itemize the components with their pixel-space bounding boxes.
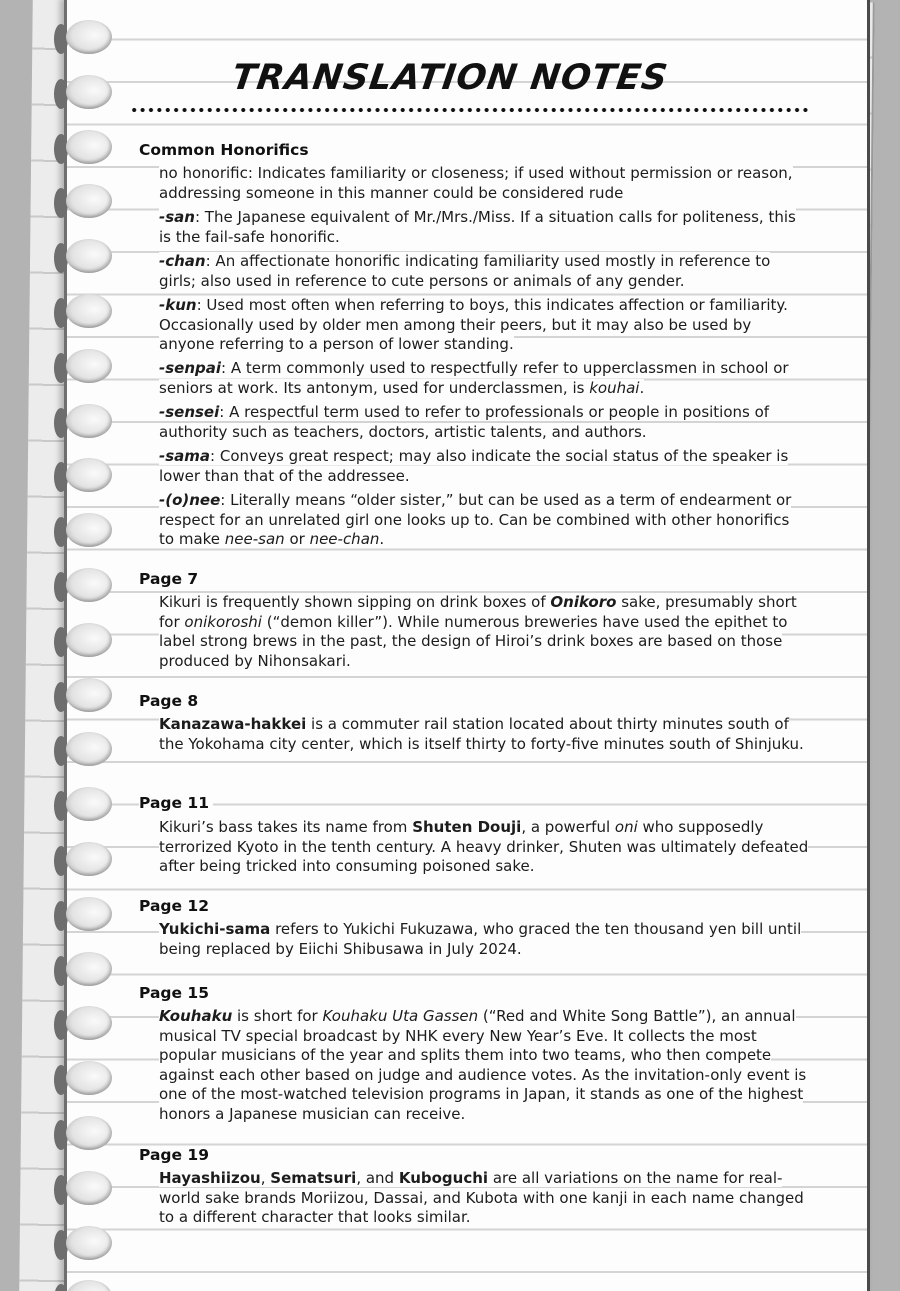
page-note-text [159,1169,809,1228]
note-emphasis: onikoroshi [184,612,262,631]
note-text: is a commuter rail station located about thirty minutes south of the Yokohama city center, which is itself thirty to forty-five minutes south of Shinjuku. [159,715,804,753]
note-emphasis: Onikoro [550,593,617,611]
honorific-italic: nee-san [224,530,285,549]
page-note-text [159,920,809,959]
note-emphasis: oni [614,818,638,836]
note-emphasis: Yukichi-sama [159,920,271,938]
note-text: , a powerful [521,818,615,836]
note-text: sake, presumably short for [159,593,797,631]
honorific-term: -chan [159,252,206,270]
honorific-term: -(o)nee [159,491,221,509]
page-title: TRANSLATION NOTES [229,58,671,98]
honorific-term: -san [159,208,195,226]
note-text: , [260,1169,271,1187]
honorific-text: : The Japanese equivalent of Mr./Mrs./Miss. If a situation calls for politeness, this is the fail-safe honorific. [159,208,796,246]
honorific-item [159,252,809,291]
note-text: Kikuri’s bass takes its name from [159,818,413,836]
note-text: who supposedly terrorized Kyoto in the tenth century. A heavy drinker, Shuten was ultimately defeated after being tricked into consuming poisoned sake. [159,818,809,876]
note-text: is short for [232,1007,323,1025]
honorific-term: -kun [159,296,197,314]
dotted-divider [130,106,810,114]
note-emphasis: Sematsuri [270,1169,357,1187]
note-text: (“Red and White Song Battle”), an annual musical TV special broadcast by NHK every New Year’s Eve. It collects the most popular musicians of the year and splits them into two teams, who then compete against each other based on judge and audience votes. As the invitation-only event is one of the most-watched television programs in Japan, it stands as one of the highest honors a Japanese musician can receive. [159,1007,807,1123]
page-note-heading: Page 15 [139,984,213,1002]
honorific-item [159,403,809,442]
page-note-text [159,593,809,671]
page-note-text [159,715,809,754]
note-text: are all variations on the name for real-world sake brands Moriizou, Dassai, and Kubota with one kanji in each name changed to a different character that looks similar. [159,1169,804,1227]
page-note-text [159,818,809,877]
honorific-term: -sensei [159,403,220,421]
note-emphasis: Kouhaku Uta Gassen [322,1007,479,1025]
note-text: , and [356,1169,399,1187]
page-note-heading: Page 12 [139,897,213,915]
honorifics-heading: Common Honorifics [139,141,313,159]
honorific-text: : A respectful term used to refer to professionals or people in positions of authority such as teachers, doctors, artistic talents, and authors. [159,403,770,441]
note-emphasis: Kanazawa-hakkei [159,715,307,733]
honorific-italic: nee-chan [309,530,380,549]
note-emphasis: Hayashiizou [159,1169,261,1187]
page-note-heading: Page 8 [139,692,202,710]
honorific-item [159,208,809,247]
honorific-text: no honorific: Indicates familiarity or closeness; if used without permission or reason, addressing someone in this manner could be considered rude [159,164,793,202]
honorific-text: : A term commonly used to respectfully refer to upperclassmen in school or seniors at work. Its antonym, used for underclassmen, is [159,359,789,397]
honorific-text: : Literally means “older sister,” but can be used as a term of endearment or respect for an unrelated girl one looks up to. Can be combined with other honorifics to make [159,491,792,549]
page-note-heading: Page 11 [139,794,213,812]
page-note-heading: Page 19 [139,1146,213,1164]
honorific-text: : An affectionate honorific indicating familiarity used mostly in reference to girls; also used in reference to cute persons or animals of any gender. [159,252,771,290]
honorific-term: -senpai [159,359,222,377]
honorific-item [159,447,809,486]
honorific-item: -senpai: A term commonly used to respectfully refer to upperclassmen in school or seniors at work. Its antonym, used for underclassmen, is kouhai. [159,359,789,397]
honorific-text: : Used most often when referring to boys, this indicates affection or familiarity. Occasionally used by older men among their peers, but it may also be used by anyone referring to a person of lower standing. [159,296,788,354]
note-text: Kikuri is frequently shown sipping on drink boxes of [159,593,551,611]
note-emphasis: Kuboguchi [398,1169,489,1187]
honorific-item [159,164,809,203]
note-text: refers to Yukichi Fukuzawa, who graced the ten thousand yen bill until being replaced by Eiichi Shibusawa in July 2024. [159,920,802,958]
note-emphasis: Shuten Douji [412,818,522,836]
page-note-heading: Page 7 [139,570,202,588]
honorific-item: -(o)nee: Literally means “older sister,” but can be used as a term of endearment or respect for an unrelated girl one looks up to. Can be combined with other honorifics to make nee-san or nee-chan. [159,491,792,549]
note-emphasis: Kouhaku [159,1007,233,1025]
honorific-text: : Conveys great respect; may also indicate the social status of the speaker is lower than that of the addressee. [159,447,789,485]
honorific-italic: kouhai [589,378,640,397]
honorific-term: -sama [159,447,211,465]
note-text: (“demon killer”). While numerous breweries have used the epithet to label strong brews in the past, the design of Hiroi’s drink boxes are based on those produced by Nihonsakari. [159,612,788,670]
honorific-item [159,296,809,355]
page-note-text [159,1007,809,1125]
